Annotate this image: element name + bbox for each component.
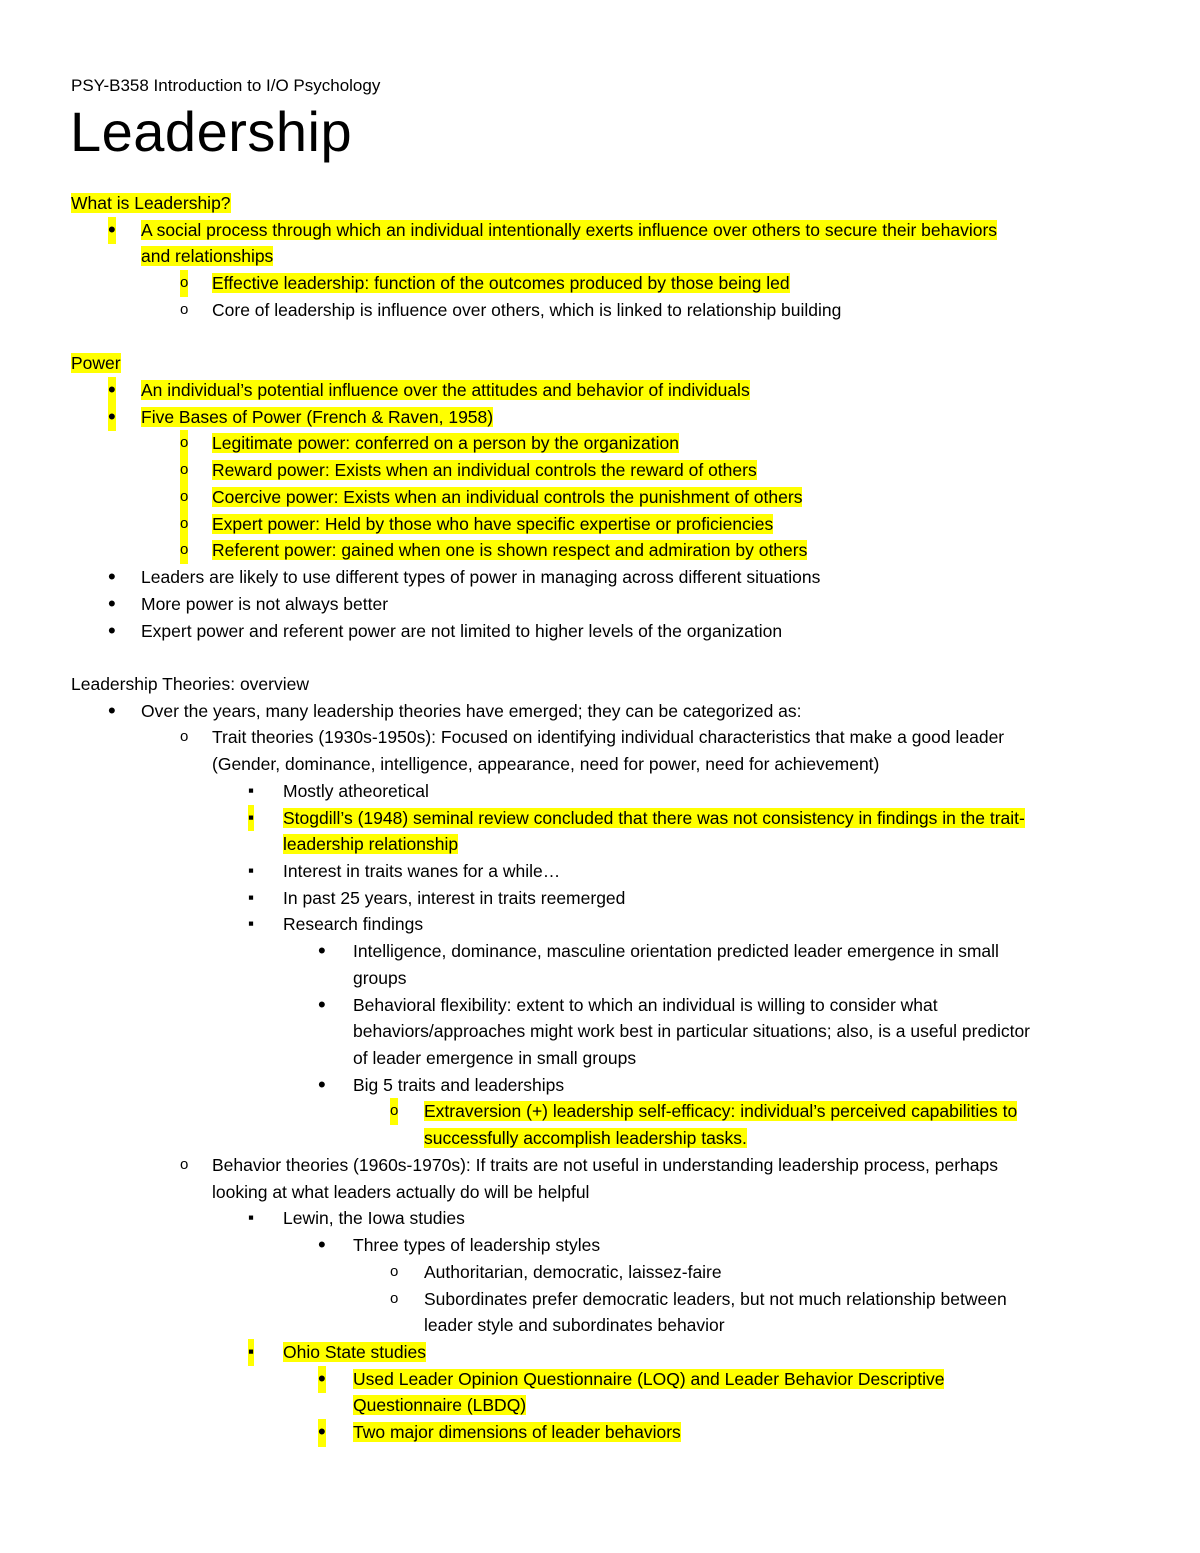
bullet-circle-icon: o: [180, 484, 188, 511]
outline-line: [283, 778, 429, 805]
outline-line-text: Core of leadership is influence over others, which is linked to relationship building: [212, 299, 842, 320]
outline-line: [283, 911, 423, 938]
outline-line-text: Leaders are likely to use different types of power in managing across different situations: [141, 567, 821, 588]
outline-line-text: Lewin, the Iowa studies: [283, 1208, 465, 1229]
bullet-disc-icon: [108, 698, 116, 726]
outline-line-text: Five Bases of Power (French & Raven, 1958): [141, 406, 494, 427]
outline-line-text: and relationships: [141, 246, 274, 267]
outline-line-text: leader style and subordinates behavior: [424, 1315, 725, 1336]
outline-line-text: groups: [353, 967, 407, 988]
outline-line: [141, 591, 388, 618]
outline-line: [141, 564, 820, 591]
bullet-square-icon: ▪: [248, 805, 254, 832]
outline-line: [283, 1339, 426, 1366]
outline-line-text: More power is not always better: [141, 593, 389, 614]
outline-line-text: Interest in traits wanes for a while…: [283, 861, 561, 881]
outline-line: [283, 885, 625, 912]
bullet-disc-icon: [108, 591, 116, 619]
outline-line-text: Legitimate power: conferred on a person by the organization: [212, 433, 679, 454]
outline-line: [212, 537, 807, 564]
outline-line-text: Trait theories (1930s-1950s): Focused on identifying individual characteristics that make a good leader: [212, 727, 1005, 748]
bullet-square-icon: ▪: [248, 914, 255, 934]
outline-line: [212, 270, 790, 297]
outline-line: [212, 1152, 998, 1179]
bullet-square-icon: ▪: [248, 861, 255, 880]
bullet-disc-icon: [108, 564, 116, 592]
outline-line: [353, 1045, 636, 1072]
outline-line-text: Big 5 traits and leaderships: [353, 1074, 565, 1095]
bullet-circle-icon: o: [180, 537, 188, 564]
bullet-disc-icon: [318, 938, 326, 966]
outline-line: [141, 698, 802, 725]
outline-line: [353, 1366, 944, 1393]
bullet-circle-icon: o: [180, 511, 188, 538]
outline-line-text: Coercive power: Exists when an individual controls the punishment of others: [212, 486, 803, 507]
bullet-circle-icon: o: [180, 457, 188, 484]
outline-line: [424, 1098, 1017, 1125]
outline-line: [353, 992, 938, 1019]
bullet-square-icon: ▪: [248, 1208, 255, 1228]
outline-line: [424, 1125, 747, 1152]
outline-line: [212, 457, 757, 484]
outline-line-text: Extraversion (+) leadership self-efficacy: individual’s perceived capabilities to: [424, 1101, 1018, 1122]
bullet-circle-icon: o: [180, 430, 188, 457]
outline-line: [424, 1286, 1007, 1313]
outline-line-text: In past 25 years, interest in traits reemerged: [283, 887, 626, 908]
outline-line-text: An individual’s potential influence over the attitudes and behavior of individuals: [141, 380, 750, 401]
outline-line: [141, 217, 997, 244]
outline-line: [212, 484, 802, 511]
bullet-disc-icon: [318, 1072, 326, 1100]
outline-line-text: Mostly atheoretical: [283, 780, 429, 801]
outline-line-text: Behavioral flexibility: extent to which an individual is willing to consider what: [353, 994, 938, 1015]
outline-line: [212, 724, 1004, 751]
outline-line-text: Used Leader Opinion Questionnaire (LOQ) and Leader Behavior Descriptive: [353, 1368, 945, 1389]
bullet-square-icon: ▪: [248, 1339, 254, 1366]
bullet-circle-icon: o: [180, 300, 189, 318]
outline-line: [141, 618, 782, 645]
page-title: Leadership: [70, 100, 353, 163]
outline-line: [283, 1205, 465, 1232]
outline-line: [353, 965, 407, 992]
outline-line: [71, 190, 231, 217]
bullet-square-icon: ▪: [248, 887, 255, 907]
bullet-circle-icon: o: [390, 1262, 399, 1280]
outline-line-text: Subordinates prefer democratic leaders, but not much relationship between: [424, 1288, 1007, 1309]
bullet-disc-icon: [108, 404, 116, 432]
bullet-circle-icon: o: [180, 270, 188, 297]
outline-line: [141, 404, 493, 431]
outline-line: [212, 511, 773, 538]
bullet-disc-icon: [318, 1232, 326, 1260]
bullet-circle-icon: o: [180, 1155, 189, 1173]
outline-line-text: Referent power: gained when one is shown respect and admiration by others: [212, 540, 808, 561]
outline-line-text: (Gender, dominance, intelligence, appearance, need for power, need for achievement): [212, 754, 880, 775]
bullet-disc-icon: [108, 618, 116, 646]
course-header: PSY-B358 Introduction to I/O Psychology: [71, 76, 381, 95]
bullet-circle-icon: o: [390, 1289, 399, 1307]
bullet-disc-icon: [108, 217, 116, 245]
outline-line-text: Expert power: Held by those who have specific expertise or proficiencies: [212, 513, 774, 534]
outline-line-text: Expert power and referent power are not limited to higher levels of the organization: [141, 620, 783, 641]
outline-line-text: Effective leadership: function of the outcomes produced by those being led: [212, 273, 790, 294]
outline-line-text: Stogdill’s (1948) seminal review concluded that there was not consistency in findings in the trait-: [283, 807, 1025, 828]
outline-line-text: Reward power: Exists when an individual controls the reward of others: [212, 460, 757, 481]
outline-line: [353, 1392, 526, 1419]
outline-line: [141, 377, 750, 404]
outline-line: [141, 243, 273, 270]
outline-line-text: Authoritarian, democratic, laissez-faire: [424, 1261, 722, 1282]
outline-line-text: leadership relationship: [283, 834, 459, 855]
outline-line: [212, 430, 679, 457]
outline-line-text: Power: [71, 353, 121, 374]
outline-line: [212, 1179, 589, 1206]
outline-line-text: looking at what leaders actually do will be helpful: [212, 1181, 590, 1202]
bullet-disc-icon: [108, 377, 116, 405]
outline-line: [353, 1018, 1030, 1045]
bullet-disc-icon: [318, 992, 326, 1020]
outline-line: [283, 805, 1025, 832]
outline-line: [212, 297, 841, 324]
outline-line: [424, 1259, 722, 1286]
outline-line: [353, 1232, 600, 1259]
outline-line-text: Two major dimensions of leader behaviors: [353, 1422, 681, 1443]
bullet-circle-icon: o: [180, 728, 189, 746]
outline-line: [424, 1312, 725, 1339]
outline-line-text: Ohio State studies: [283, 1341, 426, 1362]
outline-line-text: of leader emergence in small groups: [353, 1048, 637, 1069]
outline-line-text: behaviors/approaches might work best in particular situations; also, is a useful predictor: [353, 1021, 1031, 1042]
bullet-square-icon: ▪: [248, 780, 255, 800]
outline-line: [353, 938, 999, 965]
bullet-disc-icon: [318, 1419, 326, 1447]
outline-line-text: Intelligence, dominance, masculine orientation predicted leader emergence in small: [353, 941, 999, 962]
bullet-disc-icon: [318, 1366, 326, 1394]
bullet-circle-icon: o: [390, 1098, 398, 1125]
outline-line-text: A social process through which an individual intentionally exerts influence over others to secure their behaviors: [141, 219, 998, 240]
outline-line-text: What is Leadership?: [71, 193, 231, 213]
outline-line: [71, 671, 309, 698]
outline-line-text: Questionnaire (LBDQ): [353, 1395, 527, 1416]
outline-line-text: Over the years, many leadership theories have emerged; they can be categorized as:: [141, 700, 802, 721]
outline-line: [283, 831, 458, 858]
outline-line: [283, 858, 560, 885]
outline-line-text: Three types of leadership styles: [353, 1235, 601, 1256]
outline-line-text: successfully accomplish leadership tasks.: [424, 1128, 747, 1149]
outline-line-text: Research findings: [283, 914, 424, 935]
outline-line-text: Behavior theories (1960s-1970s): If traits are not useful in understanding leadership process, perhaps: [212, 1154, 999, 1175]
outline-line: [212, 751, 879, 778]
outline-line: [353, 1072, 564, 1099]
outline-line-text: Leadership Theories: overview: [71, 673, 310, 694]
outline-line: [353, 1419, 681, 1446]
outline-line: [71, 350, 121, 377]
